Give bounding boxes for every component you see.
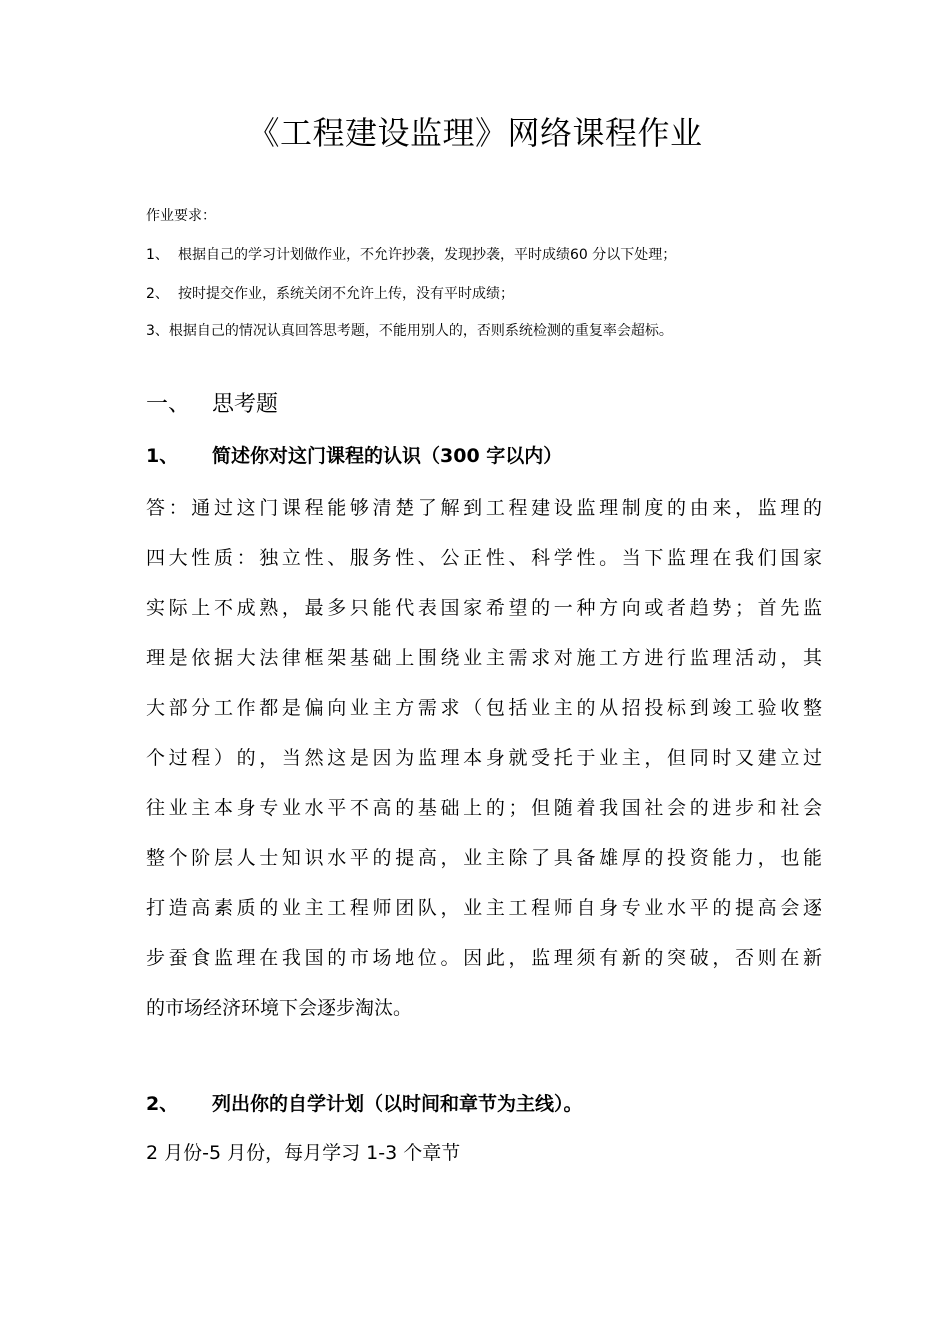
section-heading [146, 388, 278, 422]
question-heading [146, 1088, 583, 1120]
requirement-item [146, 245, 826, 265]
answer-line: 的市场经济环境下会逐步淘汰。 [146, 997, 413, 1019]
answer-line: 整个阶层人士知识水平的提高，业主除了具备雄厚的投资能力，也能 [146, 847, 822, 869]
document-title: 《工程建设监理》网络课程作业 [247, 114, 703, 153]
requirement-text: 根据自己的情况认真回答思考题，不能用别人的，否则系统检测的重复率会超标。 [168, 323, 673, 339]
question-title: 简述你对这门课程的认识（300 字以内） [212, 445, 563, 467]
requirement-text: 按时提交作业，系统关闭不允许上传，没有平时成绩； [178, 286, 514, 302]
section-number: 一、 [146, 392, 191, 417]
answer-line: 个过程）的，当然这是因为监理本身就受托于业主，但同时又建立过 [146, 747, 822, 769]
question-number: 2、 [146, 1093, 179, 1115]
answer-line: 四大性质：独立性、服务性、公正性、科学性。当下监理在我们国家 [146, 547, 822, 569]
requirement-number: 2、 [146, 286, 169, 302]
question-heading [146, 440, 562, 472]
question-answer [146, 483, 822, 1033]
requirements-heading: 作业要求： [146, 208, 216, 224]
requirement-number: 3、 [146, 323, 169, 339]
question-number: 1、 [146, 445, 179, 467]
requirement-number: 1、 [146, 247, 169, 263]
answer-line: 理是依据大法律框架基础上围绕业主需求对施工方进行监理活动，其 [146, 647, 822, 669]
section-title: 思考题 [212, 392, 279, 417]
answer-line: 往业主本身专业水平不高的基础上的；但随着我国社会的进步和社会 [146, 797, 822, 819]
answer-line: 答：通过这门课程能够清楚了解到工程建设监理制度的由来，监理的 [146, 497, 822, 519]
question-title: 列出你的自学计划（以时间和章节为主线）。 [212, 1093, 583, 1115]
requirement-text: 根据自己的学习计划做作业，不允许抄袭，发现抄袭，平时成绩60 分以下处理； [178, 247, 677, 263]
requirement-item [146, 321, 826, 341]
answer-line: 实际上不成熟，最多只能代表国家希望的一种方向或者趋势；首先监 [146, 597, 822, 619]
answer-line: 大部分工作都是偏向业主方需求（包括业主的从招投标到竣工验收整 [146, 697, 822, 719]
answer-line: 步蚕食监理在我国的市场地位。因此，监理须有新的突破，否则在新 [146, 947, 822, 969]
answer-line: 打造高素质的业主工程师团队，业主工程师自身专业水平的提高会逐 [146, 897, 822, 919]
question-answer: 2 月份-5 月份，每月学习 1-3 个章节 [146, 1142, 461, 1164]
requirement-item [146, 284, 826, 304]
